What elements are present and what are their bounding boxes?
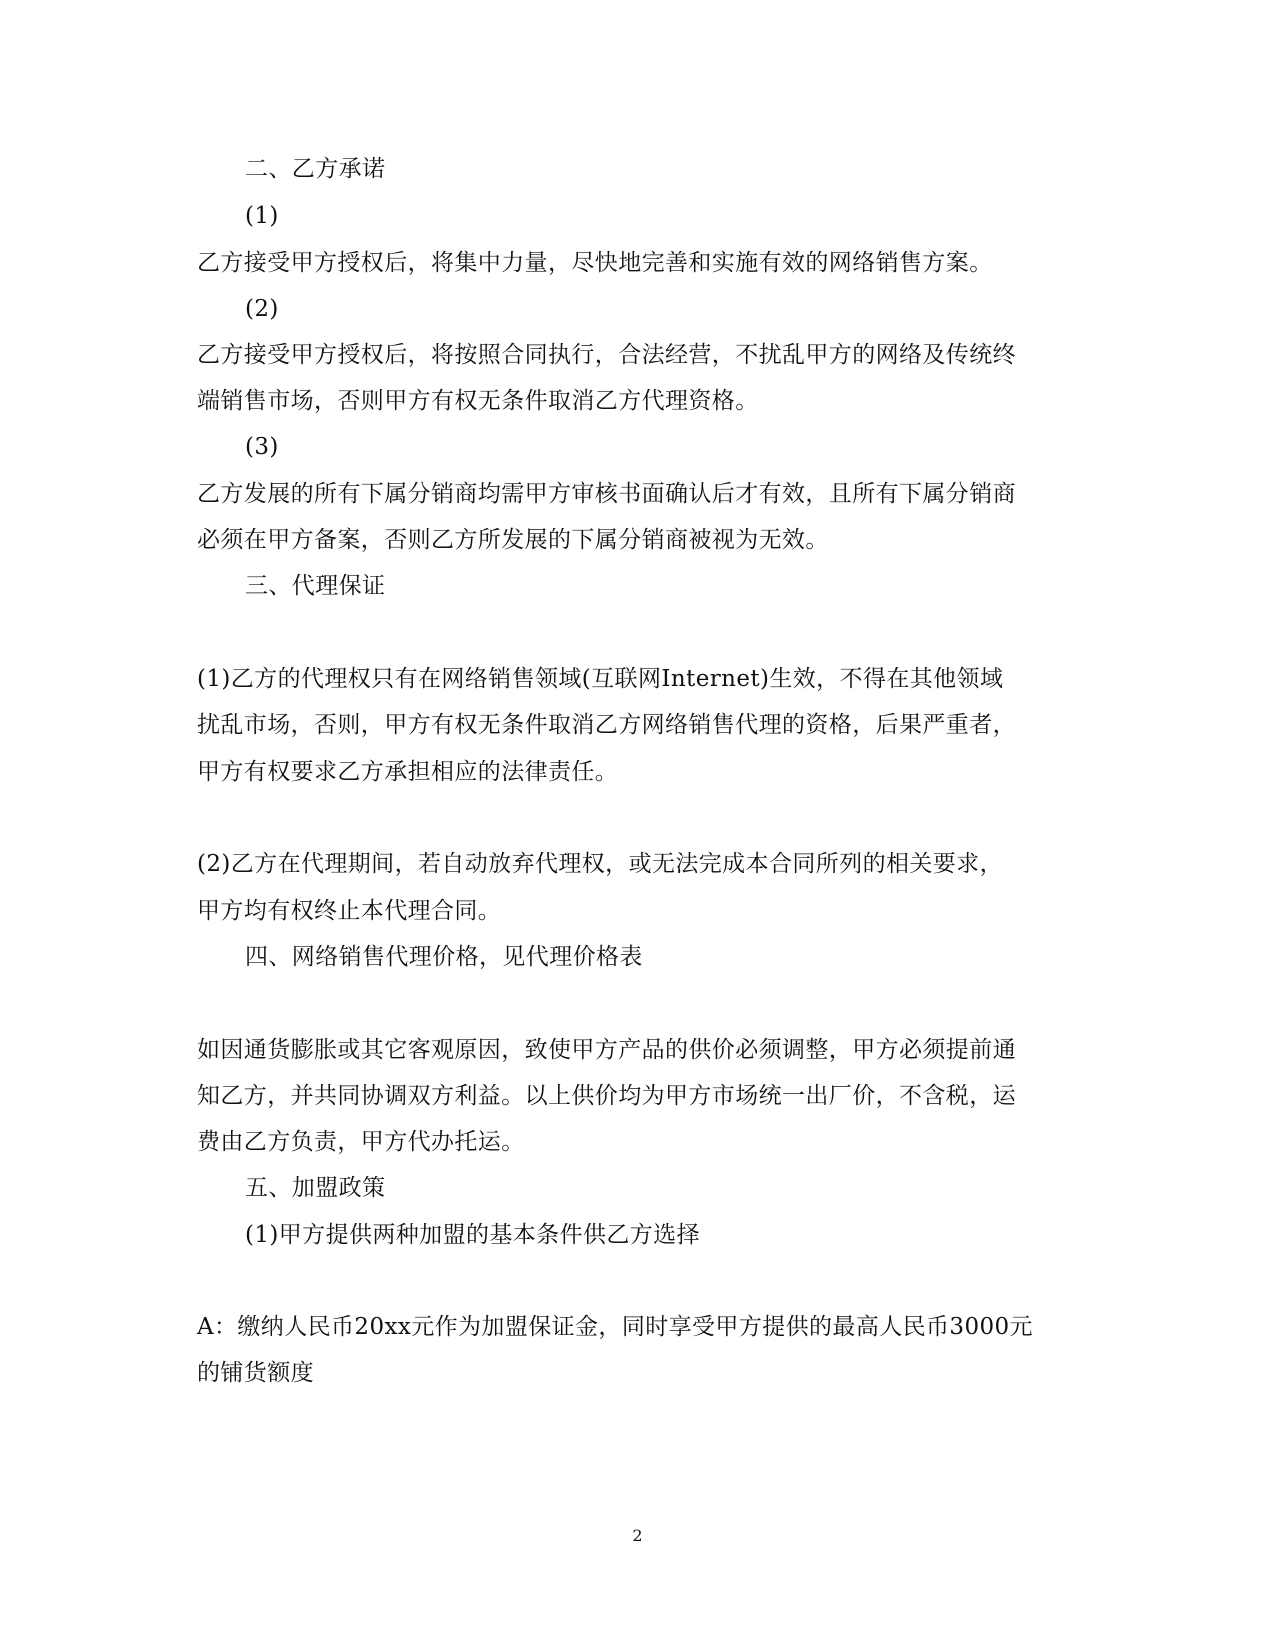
paragraph-line: 甲方均有权终止本代理合同。 [197, 898, 502, 924]
paragraph-line: A：缴纳人民币20xx元作为加盟保证金，同时享受甲方提供的最高人民币3000元 [197, 1314, 1033, 1340]
paragraph-line: 费由乙方负责，甲方代办托运。 [197, 1129, 525, 1155]
paragraph-line: 必须在甲方备案，否则乙方所发展的下属分销商被视为无效。 [197, 527, 829, 553]
paragraph-line: (1)乙方的代理权只有在网络销售领域(互联网Internet)生效，不得在其他领域 [197, 666, 1004, 692]
paragraph-line: 如因通货膨胀或其它客观原因，致使甲方产品的供价必须调整，甲方必须提前通 [197, 1037, 1016, 1063]
page-number: 2 [632, 1526, 643, 1545]
paragraph-line: 知乙方，并共同协调双方利益。以上供价均为甲方市场统一出厂价，不含税，运 [197, 1083, 1016, 1109]
clause-number: (1) [245, 203, 279, 229]
section-heading-franchise-policy: 五、加盟政策 [245, 1175, 386, 1201]
section-heading-agency-guarantee: 三、代理保证 [245, 573, 386, 599]
paragraph-line: (2)乙方在代理期间，若自动放弃代理权，或无法完成本合同所列的相关要求， [197, 851, 1003, 877]
paragraph-line: 的铺货额度 [197, 1360, 314, 1386]
paragraph-line: 端销售市场，否则甲方有权无条件取消乙方代理资格。 [197, 388, 759, 414]
clause-number: (2) [245, 296, 279, 322]
section-heading-agency-price: 四、网络销售代理价格，见代理价格表 [245, 944, 643, 970]
section-heading-party-b-commitments: 二、乙方承诺 [245, 156, 386, 182]
paragraph-line: 扰乱市场，否则，甲方有权无条件取消乙方网络销售代理的资格，后果严重者， [197, 712, 1016, 738]
paragraph-line: 乙方发展的所有下属分销商均需甲方审核书面确认后才有效，且所有下属分销商 [197, 481, 1016, 507]
clause-line: (1)甲方提供两种加盟的基本条件供乙方选择 [245, 1222, 700, 1248]
paragraph-line: 乙方接受甲方授权后，将按照合同执行，合法经营，不扰乱甲方的网络及传统终 [197, 342, 1016, 368]
paragraph-line: 甲方有权要求乙方承担相应的法律责任。 [197, 759, 619, 785]
paragraph-line: 乙方接受甲方授权后，将集中力量，尽快地完善和实施有效的网络销售方案。 [197, 250, 993, 276]
clause-number: (3) [245, 434, 279, 460]
